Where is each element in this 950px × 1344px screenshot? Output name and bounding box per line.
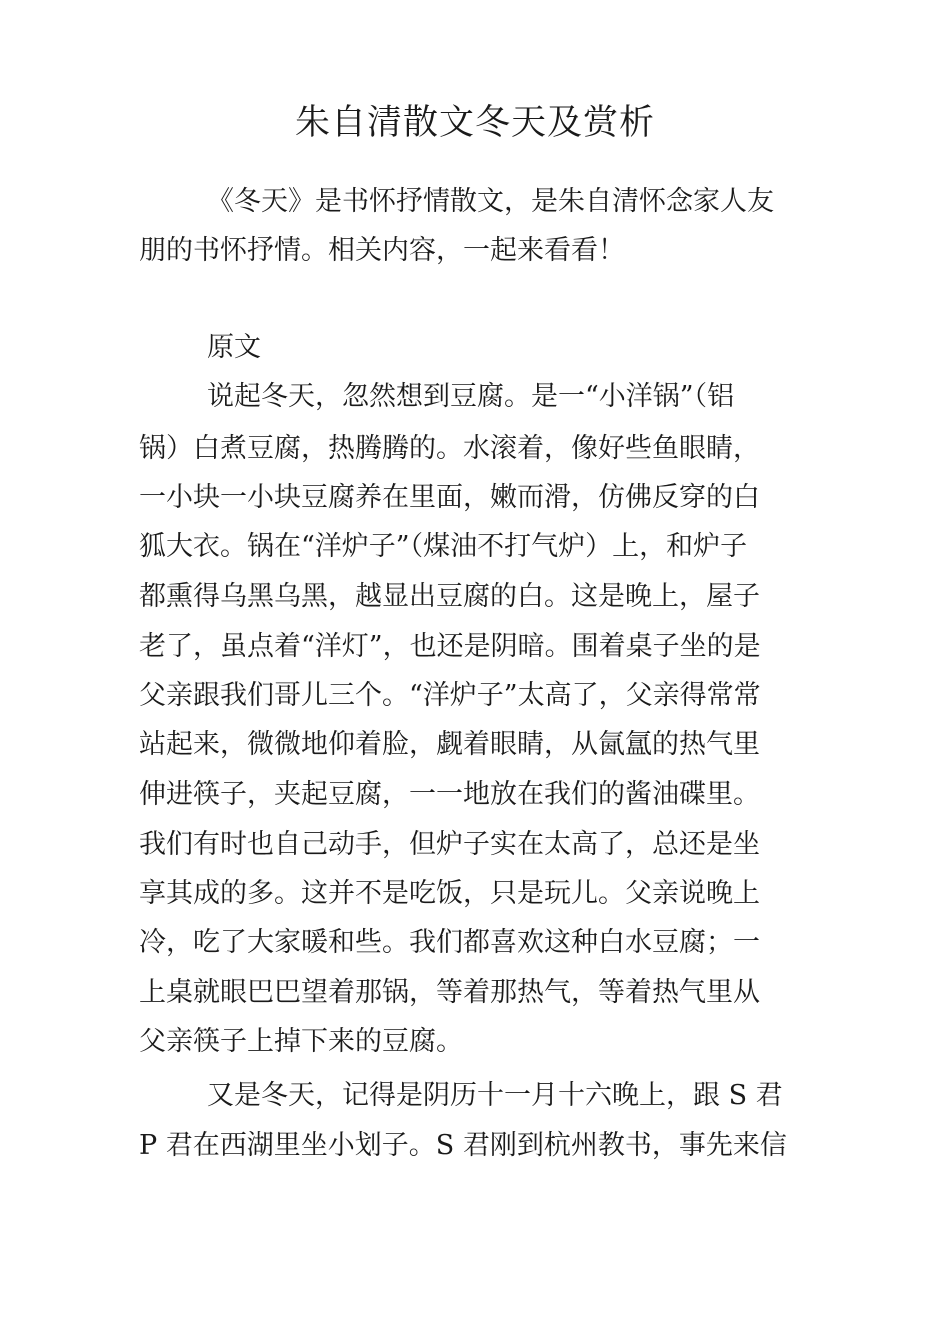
paragraph-line: 伸进筷子，夹起豆腐，一一地放在我们的酱油碟里。 bbox=[139, 779, 760, 810]
paragraph-line: 锅）白煮豆腐，热腾腾的。水滚着，像好些鱼眼睛， bbox=[139, 433, 760, 464]
paragraph-line: 我们有时也自己动手，但炉子实在太高了，总还是坐 bbox=[139, 829, 760, 860]
paragraph-line: 上桌就眼巴巴望着那锅，等着那热气，等着热气里从 bbox=[139, 977, 760, 1008]
intro-line: 《冬天》是书怀抒情散文，是朱自清怀念家人友 bbox=[207, 186, 774, 217]
paragraph-line: 说起冬天，忽然想到豆腐。是一“小洋锅”（铝 bbox=[207, 381, 735, 412]
section-heading: 原文 bbox=[207, 332, 261, 363]
document-title: 朱自清散文冬天及赏析 bbox=[294, 103, 655, 143]
paragraph-line: 父亲跟我们哥儿三个。“洋炉子”太高了，父亲得常常 bbox=[139, 680, 761, 711]
paragraph-line: 狐大衣。锅在“洋炉子”（煤油不打气炉）上，和炉子 bbox=[139, 531, 748, 562]
paragraph-line: 又是冬天，记得是阴历十一月十六晚上，跟 S 君 bbox=[207, 1080, 783, 1111]
paragraph-line: 一小块一小块豆腐养在里面，嫩而滑，仿佛反穿的白 bbox=[139, 482, 760, 513]
paragraph-line: 都熏得乌黑乌黑，越显出豆腐的白。这是晚上，屋子 bbox=[139, 581, 760, 612]
intro-line: 朋的书怀抒情。相关内容，一起来看看！ bbox=[139, 235, 625, 266]
paragraph-line: 父亲筷子上掉下来的豆腐。 bbox=[139, 1026, 463, 1057]
paragraph-line: 站起来，微微地仰着脸，觑着眼睛，从氤氲的热气里 bbox=[139, 729, 760, 760]
paragraph-line: 冷，吃了大家暖和些。我们都喜欢这种白水豆腐；一 bbox=[139, 927, 760, 958]
paragraph-line: P 君在西湖里坐小划子。S 君刚到杭州教书，事先来信 bbox=[139, 1130, 787, 1161]
paragraph-line: 享其成的多。这并不是吃饭，只是玩儿。父亲说晚上 bbox=[139, 878, 760, 909]
paragraph-line: 老了，虽点着“洋灯”，也还是阴暗。围着桌子坐的是 bbox=[139, 631, 761, 662]
